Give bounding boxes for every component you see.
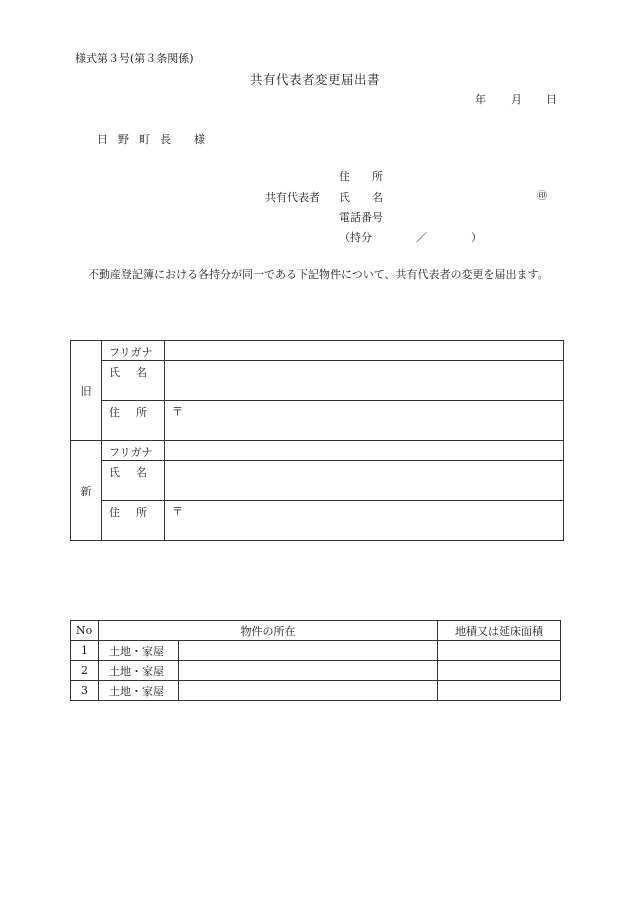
new-furigana-label: フリガナ [102,441,165,461]
table-row [71,681,561,701]
row-location-field[interactable] [179,641,438,661]
row-no: 1 [71,641,99,661]
old-address-label [102,401,165,441]
label-char: 所 [136,406,147,419]
label-char: 所 [136,506,147,519]
label-char: 名 [136,466,147,479]
old-name-field[interactable] [165,361,564,401]
header-area: 地積又は延床面積 [438,621,561,641]
property-table [70,620,561,701]
new-name-label [102,461,165,501]
body-text: 不動産登記簿における各持分が同一である下記物件について、共有代表者の変更を届出ます。 [88,268,549,281]
postal-mark: 〒 [172,505,183,518]
table-row [71,661,561,681]
old-address-field[interactable] [165,401,564,441]
document-title: 共有代表者変更届出書 [249,72,380,87]
new-section-label: 新 [71,441,102,541]
row-kind: 土地・家屋 [99,641,179,661]
date-year-label: 年 [475,93,486,106]
row-location-field[interactable] [179,681,438,701]
addressee-char: 日 [97,133,109,146]
filer-name-label: 氏 名 [339,191,383,204]
addressee-char: 野 [118,133,130,146]
date-month-label: 月 [511,93,522,106]
new-name-field[interactable] [165,461,564,501]
header-no: No [71,621,99,641]
filer-share-label: （持分 ／ ） [339,231,482,244]
label-char: 氏 [109,366,120,379]
old-furigana-label: フリガナ [102,341,165,361]
row-area-field[interactable] [438,661,561,681]
old-furigana-field[interactable] [165,341,564,361]
row-no: 3 [71,681,99,701]
row-area-field[interactable] [438,641,561,661]
form-code: 様式第３号(第３条関係) [75,52,194,65]
addressee-char: 様 [194,133,206,146]
label-char: 氏 [109,466,120,479]
row-kind: 土地・家屋 [99,681,179,701]
representative-change-table [70,340,564,541]
addressee [97,131,206,147]
label-char: 住 [109,406,120,419]
header-location: 物件の所在 [99,621,438,641]
label-char: 名 [136,366,147,379]
new-furigana-field[interactable] [165,441,564,461]
row-location-field[interactable] [179,661,438,681]
row-no: 2 [71,661,99,681]
representative-label: 共有代表者 [265,191,320,204]
old-name-label [102,361,165,401]
filer-phone-label: 電話番号 [339,211,383,224]
table-row [71,641,561,661]
seal-mark: ㊞ [537,191,547,202]
old-section-label: 旧 [71,341,102,441]
addressee-char: 町 [139,133,151,146]
filer-address-label: 住 所 [339,170,383,183]
row-kind: 土地・家屋 [99,661,179,681]
addressee-char: 長 [160,133,172,146]
new-address-label [102,501,165,541]
row-area-field[interactable] [438,681,561,701]
new-address-field[interactable] [165,501,564,541]
postal-mark: 〒 [172,405,183,418]
label-char: 住 [109,506,120,519]
date-day-label: 日 [546,93,557,106]
